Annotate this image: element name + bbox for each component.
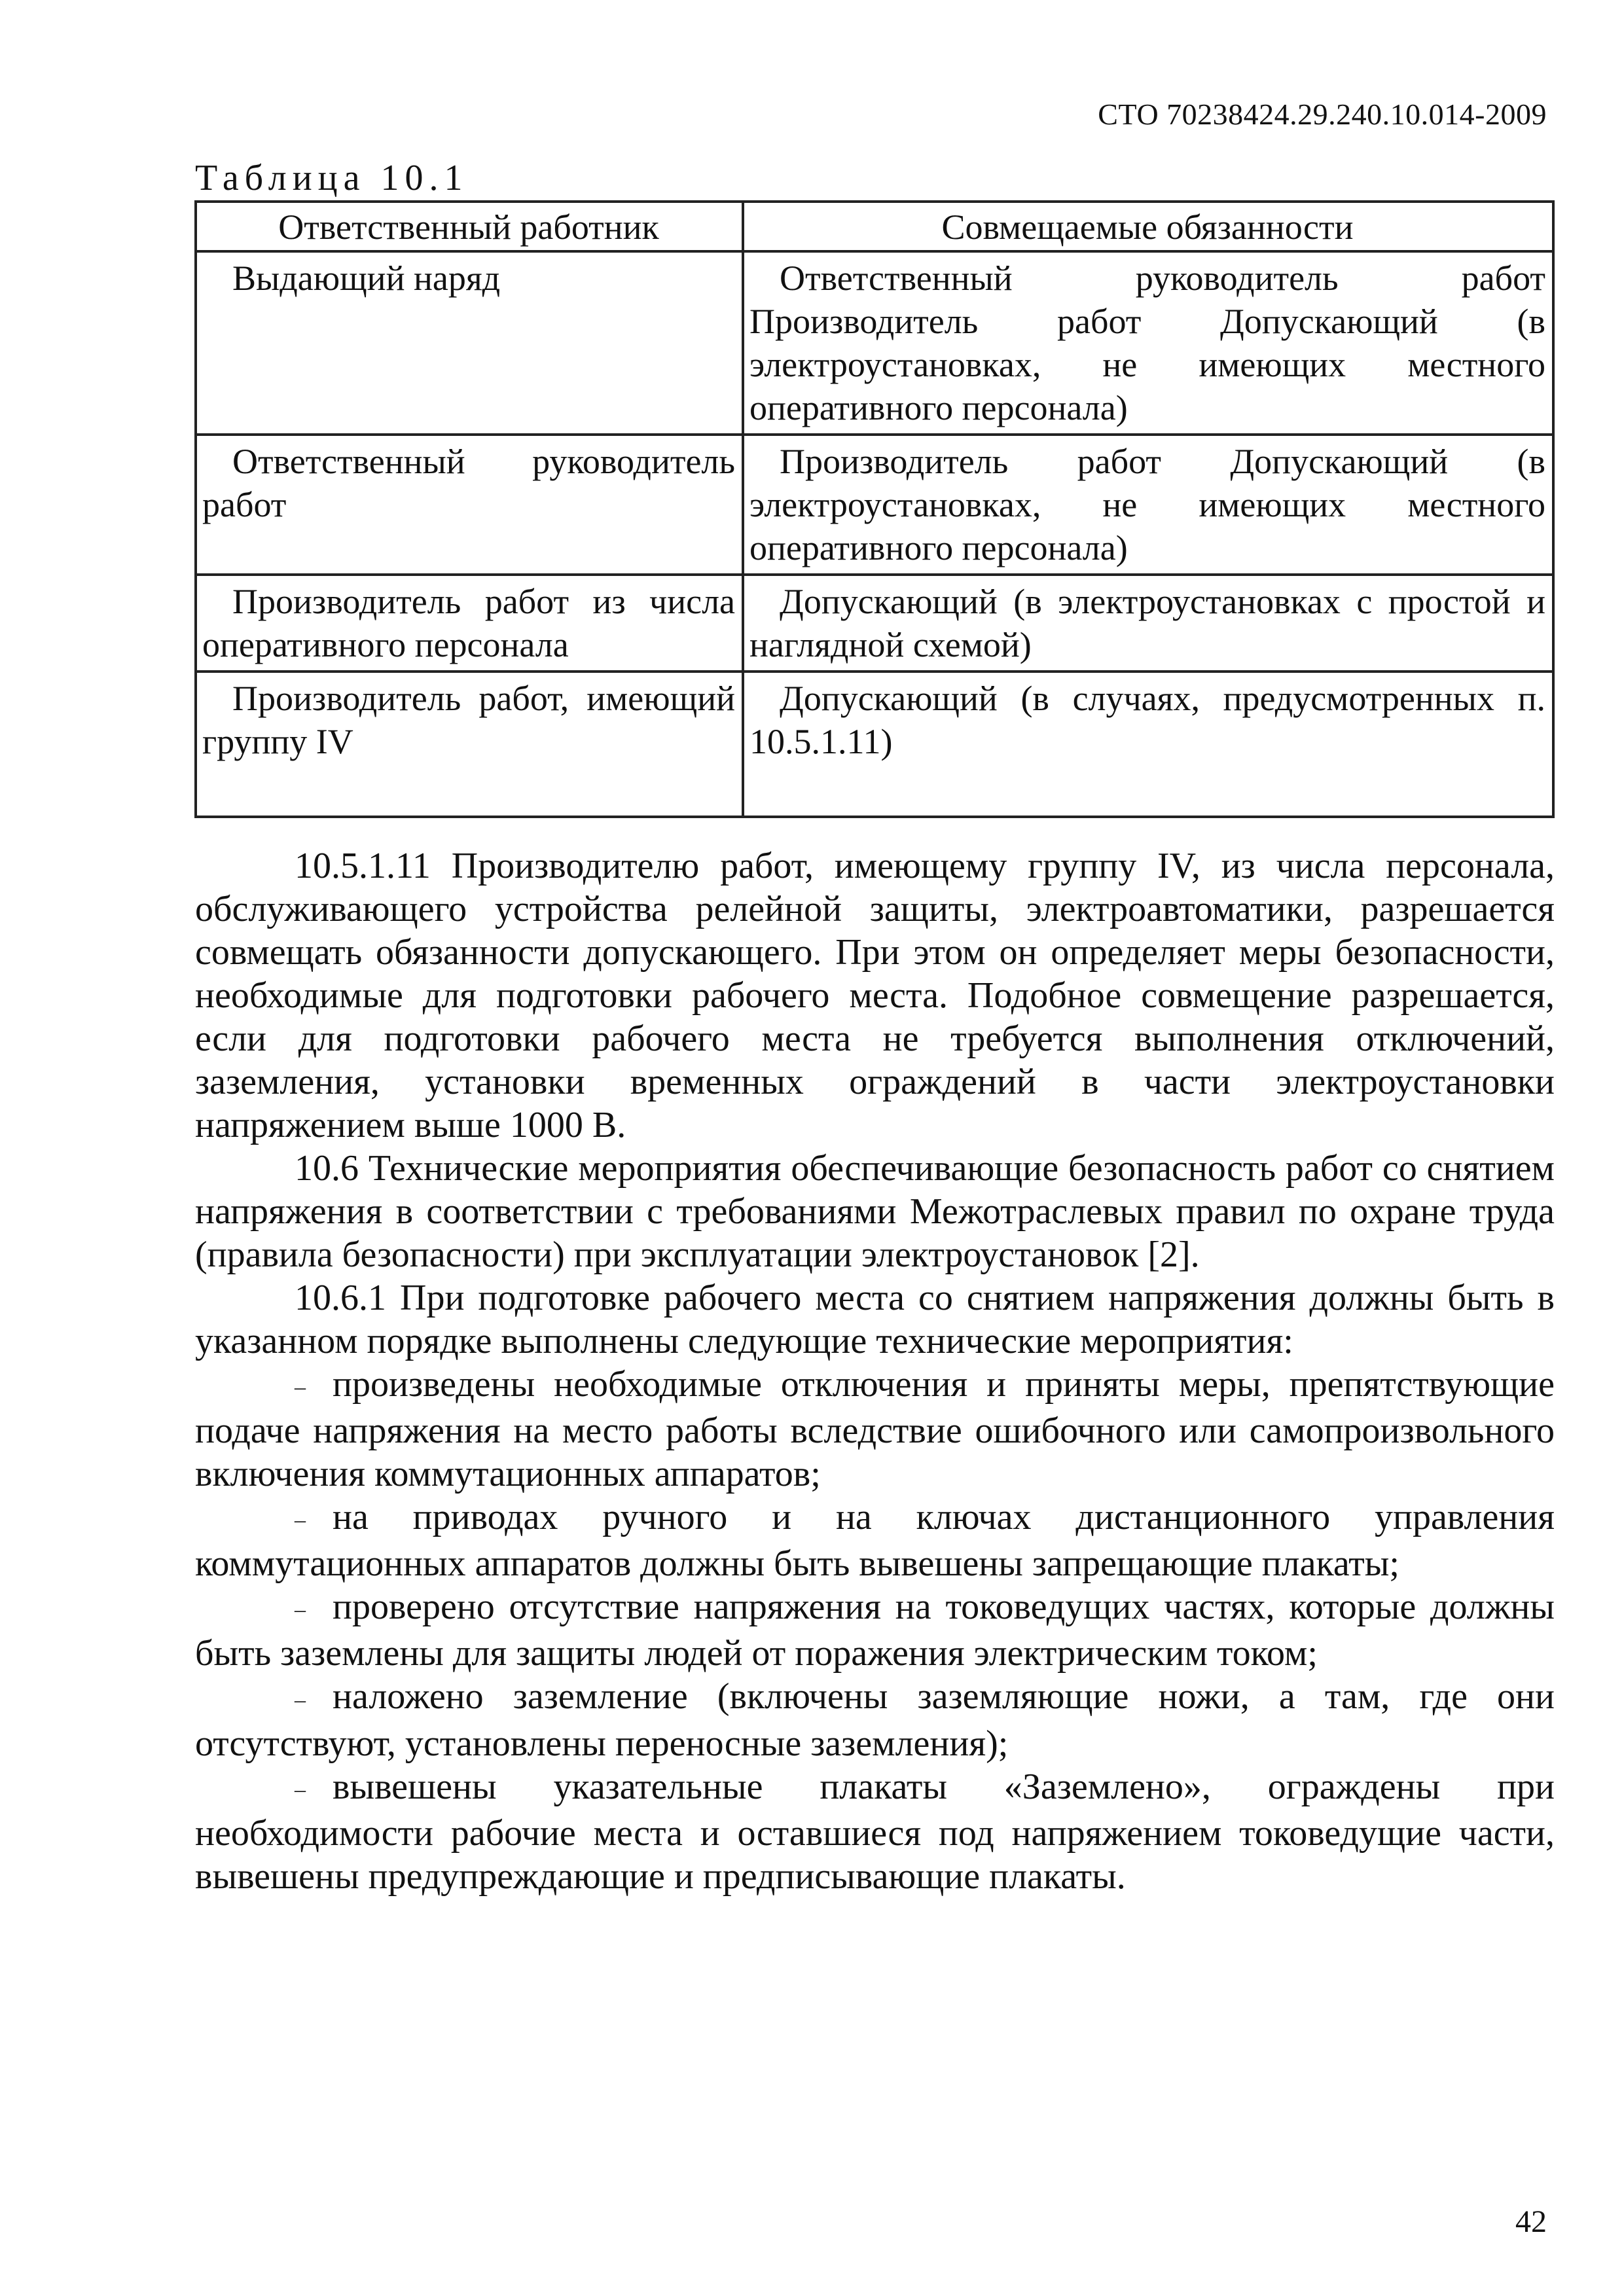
table-row	[196, 575, 1553, 672]
page-number: 42	[1515, 2204, 1547, 2239]
list-item	[195, 1363, 1555, 1496]
list-item-text: вывешены указательные плакаты «Заземлено», ограждены при необходимости рабочие места и оставшиеся под напряжением токоведущие части, вывешены предупреждающие и предписывающие плакаты.	[195, 1766, 1555, 1897]
list-item-text: на приводах ручного и на ключах дистанционного управления коммутационных аппаратов должны быть вывешены запрещающие плакаты;	[195, 1497, 1555, 1585]
table-row	[196, 672, 1553, 817]
column-header-worker: Ответственный работник	[196, 202, 743, 251]
column-header-duties: Совмещаемые обязанности	[743, 202, 1553, 251]
table-header-row	[196, 202, 1553, 251]
cell-duties: Допускающий (в случаях, предусмотренных п. 10.5.1.11)	[743, 672, 1553, 817]
cell-worker: Выдающий наряд	[196, 251, 743, 435]
paragraph-10-5-1-11: 10.5.1.11 Производителю работ, имеющему группу IV, из числа персонала, обслуживающего устройства релейной защиты, электроавтоматики, разрешается совмещать обязанности допускающего. При этом он определяет меры безопасности, необходимые для подготовки рабочего места. Подобное совмещение разрешается, если для подготовки рабочего места не требуется выполнения отключений, заземления, установки временных ограждений в части электроустановки напряжением выше 1000 В.	[195, 846, 1555, 1145]
cell-worker: Производитель работ, имеющий группу IV	[196, 672, 743, 817]
list-dash: –	[295, 1777, 306, 1802]
table-caption: Таблица 10.1	[195, 158, 469, 198]
table-row	[196, 251, 1553, 435]
cell-duties: Допускающий (в электроустановках с простой и наглядной схемой)	[743, 575, 1553, 672]
list-item-text: наложено заземление (включены заземляющие ножи, а там, где они отсутствуют, установлены переносные заземления);	[195, 1676, 1555, 1764]
paragraph-10-6: 10.6 Технические мероприятия обеспечивающие безопасность работ со снятием напряжения в соответствии с требованиями Межотраслевых правил по охране труда (правила безопасности) при эксплуатации электроустановок [2].	[195, 1148, 1555, 1275]
list-dash: –	[295, 1375, 306, 1400]
duties-table	[194, 200, 1555, 818]
list-item	[195, 1765, 1555, 1898]
list-item	[195, 1496, 1555, 1585]
list-item-text: произведены необходимые отключения и приняты меры, препятствующие подаче напряжения на место работы вследствие ошибочного или самопроизвольного включения коммутационных аппаратов;	[195, 1364, 1555, 1495]
list-item	[195, 1585, 1555, 1675]
document-code: СТО 70238424.29.240.10.014-2009	[1098, 98, 1547, 131]
body-text	[195, 844, 1555, 1898]
cell-worker: Ответственный руководитель работ	[196, 435, 743, 575]
cell-duties: Ответственный руководитель работ Производитель работ Допускающий (в электроустановках, не имеющих местного оперативного персонала)	[743, 251, 1553, 435]
list-dash: –	[295, 1508, 306, 1533]
list-item	[195, 1675, 1555, 1765]
list-item-text: проверено отсутствие напряжения на токоведущих частях, которые должны быть заземлены для защиты людей от поражения электрическим током;	[195, 1587, 1555, 1674]
cell-duties: Производитель работ Допускающий (в электроустановках, не имеющих местного оперативного персонала)	[743, 435, 1553, 575]
paragraph-10-6-1: 10.6.1 При подготовке рабочего места со снятием напряжения должны быть в указанном порядке выполнены следующие технические мероприятия:	[195, 1278, 1555, 1361]
list-dash: –	[295, 1598, 306, 1623]
table-row	[196, 435, 1553, 575]
cell-worker: Производитель работ из числа оперативного персонала	[196, 575, 743, 672]
list-dash: –	[295, 1687, 306, 1712]
